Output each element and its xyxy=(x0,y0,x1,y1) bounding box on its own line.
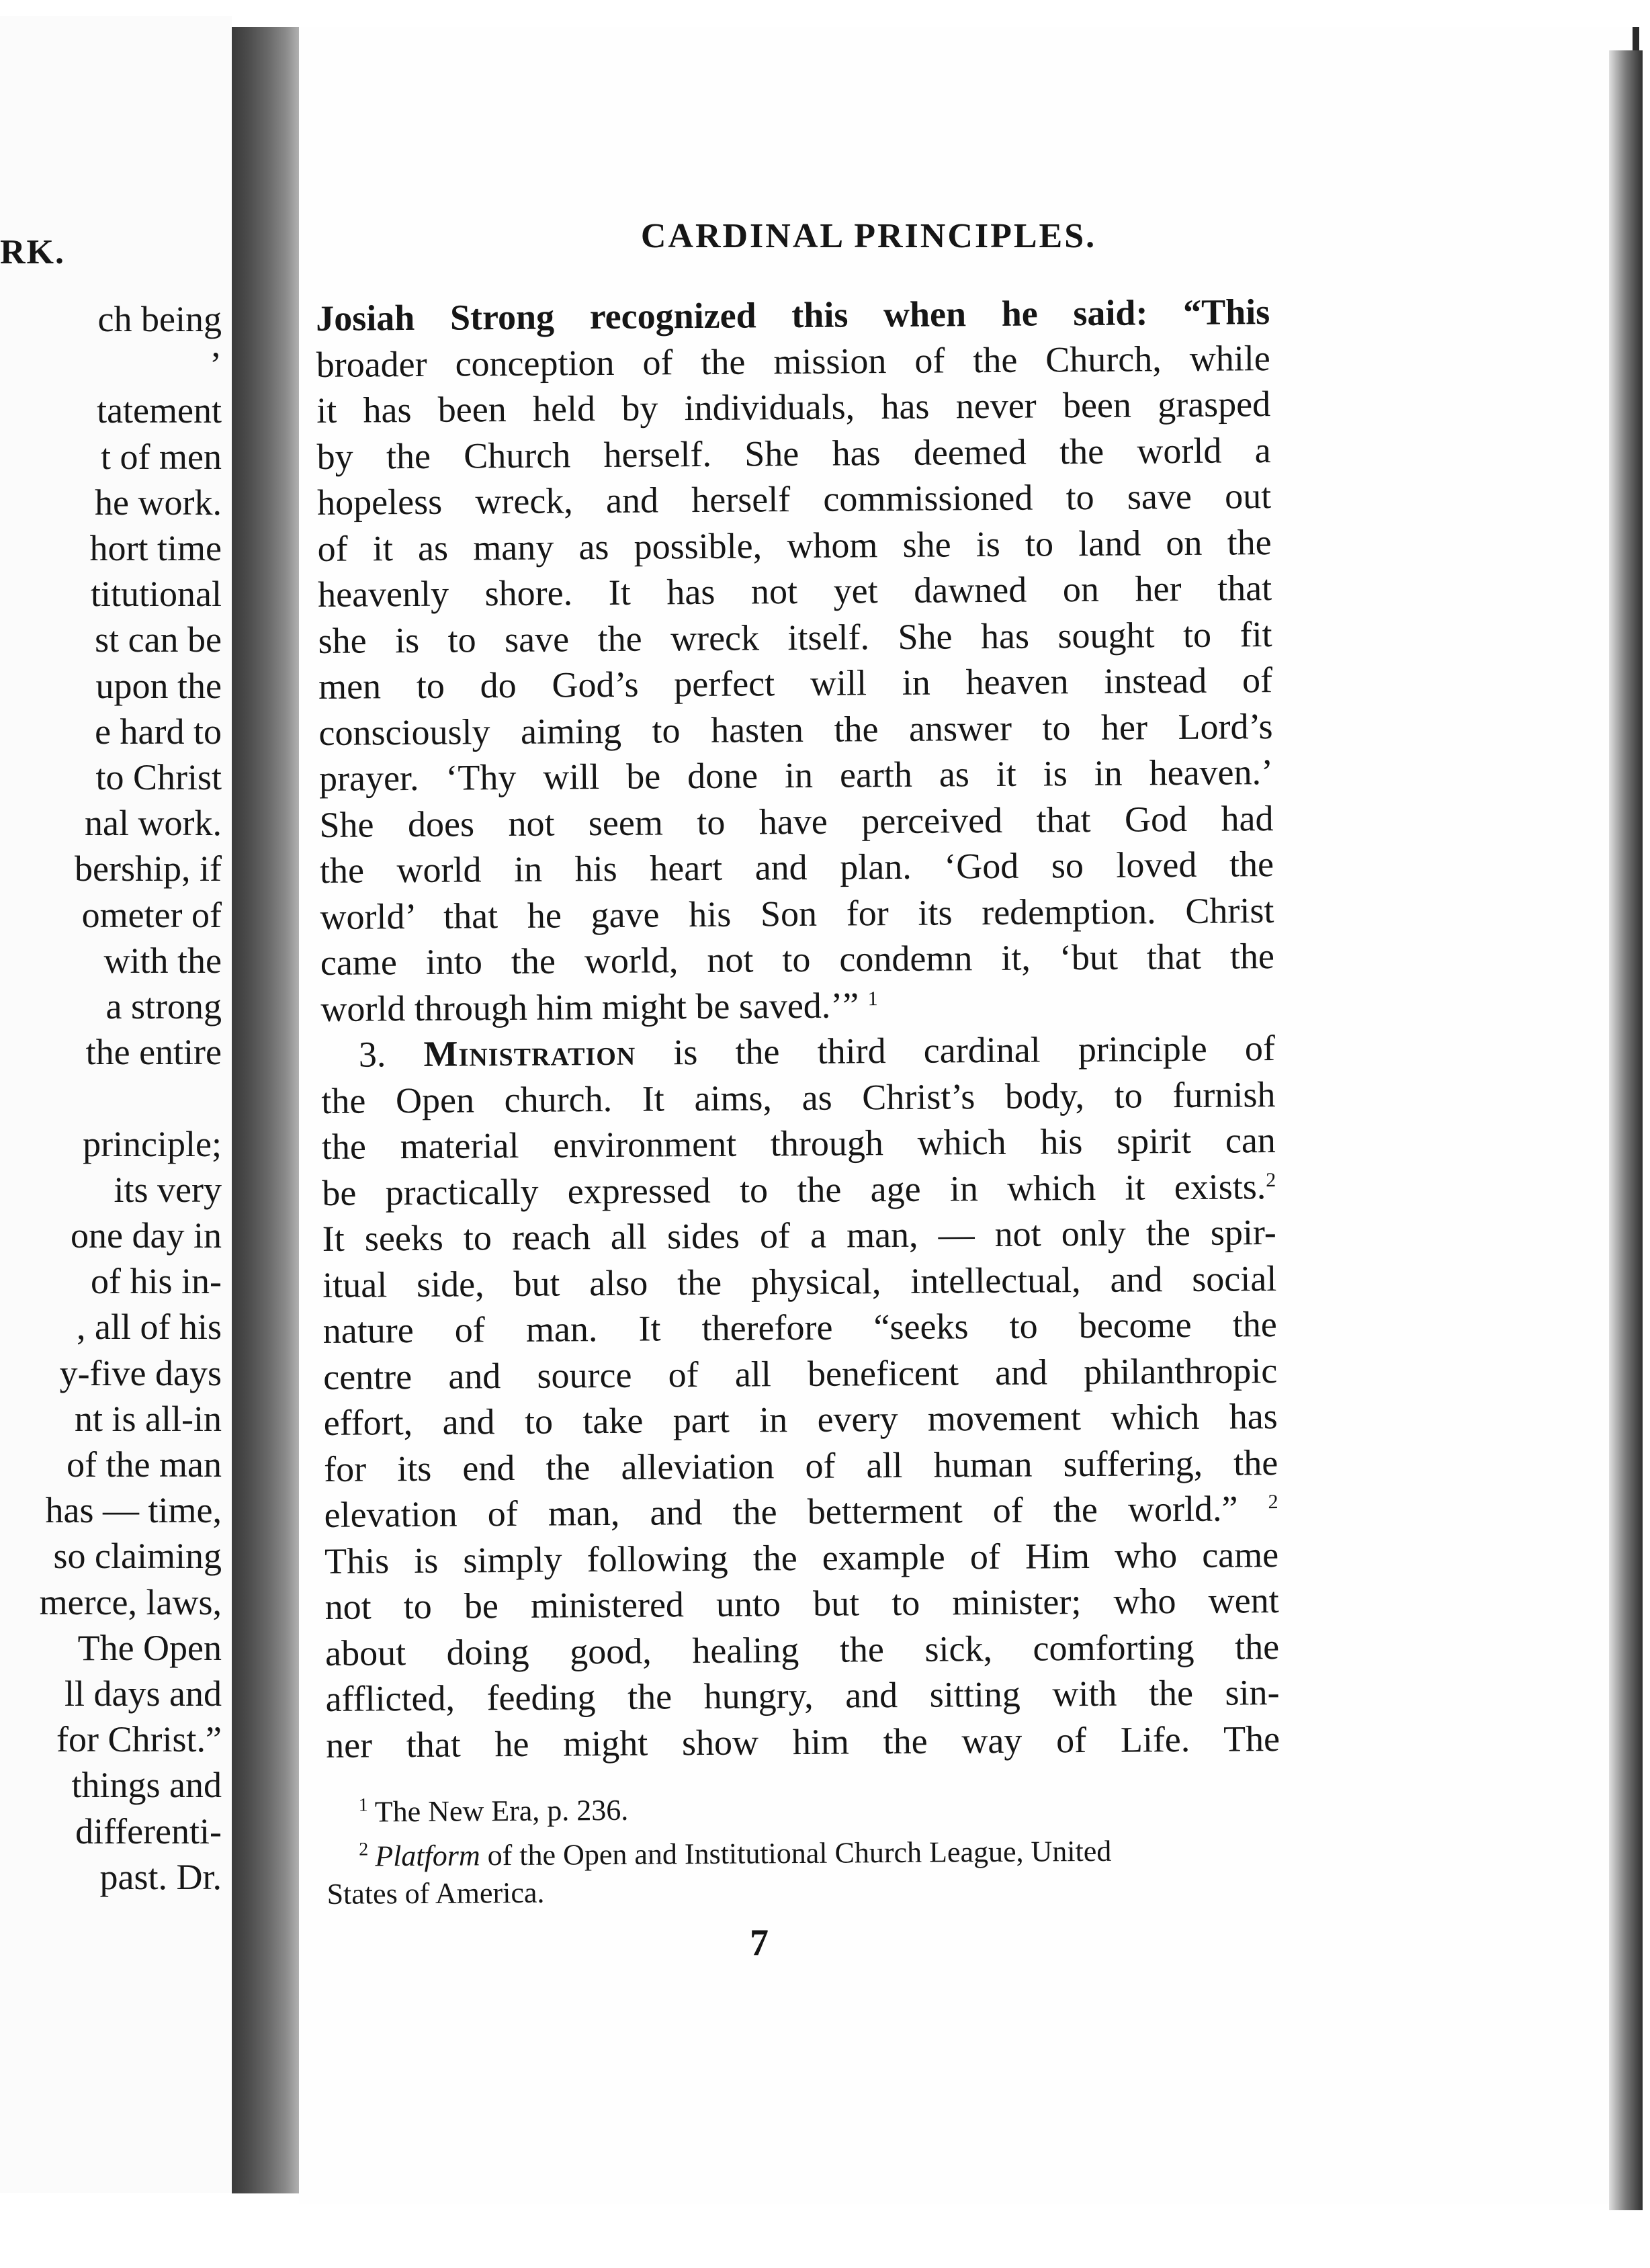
left-page-line: one day in xyxy=(71,1215,222,1256)
text-line: for its end the alleviation of all human suffering, the xyxy=(323,1442,1278,1489)
left-page-line: st can be xyxy=(95,619,222,660)
left-page-line: ’ xyxy=(210,345,222,386)
page-edge xyxy=(1609,50,1643,2210)
text-line: not to be ministered unto but to minister; who went xyxy=(324,1580,1279,1627)
left-page-line: has — time, xyxy=(45,1490,222,1531)
left-page-line: he work. xyxy=(95,482,222,523)
left-page-line: e hard to xyxy=(95,711,222,752)
text-line: heavenly shore. It has not yet dawned on her that xyxy=(317,568,1272,615)
left-page-line: past. Dr. xyxy=(99,1856,222,1897)
text-line: the material environment through which his spirit can xyxy=(321,1120,1276,1167)
text-line: the Open church. It aims, as Christ’s body, to furnish xyxy=(321,1074,1276,1121)
left-page-line: tatement xyxy=(97,390,222,431)
text-line: This is simply following the example of Him who came xyxy=(324,1534,1279,1581)
term-ministration: Ministration xyxy=(423,1032,636,1074)
left-page-line: y-five days xyxy=(59,1352,222,1393)
left-page-line: hort time xyxy=(89,528,222,568)
left-page-line: its very xyxy=(114,1169,222,1210)
left-page-line: titutional xyxy=(91,574,222,615)
left-page-line: upon the xyxy=(95,665,222,706)
footnote-ref: 2 xyxy=(1268,1491,1278,1514)
page-number: 7 xyxy=(750,1922,769,1964)
text-line: itual side, but also the physical, intellectual, and social xyxy=(322,1258,1277,1305)
left-page-line: The Open xyxy=(77,1627,222,1668)
text-line: hopeless wreck, and herself commissioned to save out xyxy=(316,476,1272,523)
left-page-line: things and xyxy=(71,1765,222,1806)
text-line: prayer. ‘Thy will be done in earth as it is in heaven.’ xyxy=(318,752,1274,799)
left-page-line: of his in- xyxy=(91,1261,222,1302)
body-text xyxy=(316,289,1281,1913)
text-line: world’ that he gave his Son for its redemption. Christ xyxy=(320,889,1274,937)
text-line: world through him might be saved.’” $^1$ xyxy=(320,984,878,1029)
text-line: centre and source of all beneficent and philanthropic xyxy=(323,1350,1278,1397)
footnote-ref: 2 xyxy=(1266,1168,1276,1191)
footnote-ref: 1 xyxy=(867,987,878,1010)
left-page-line: merce, laws, xyxy=(39,1581,222,1622)
text-line: nature of man. It therefore “seeks to become the xyxy=(322,1304,1277,1351)
left-page-line: principle; xyxy=(83,1123,222,1164)
text-line: It seeks to reach all sides of a man, — not only the spir- xyxy=(322,1212,1276,1259)
text-line: she is to save the wreck itself. She has sought to fit xyxy=(318,613,1272,661)
text-line: be practically expressed to the age in which it exists.$^2$ xyxy=(322,1166,1276,1213)
text-line: Josiah Strong recognized this when he said: “This xyxy=(316,292,1270,339)
text-line: afflicted, feeding the hungry, and sitting with the sin- xyxy=(325,1672,1280,1719)
footnote-2-continued: States of America. xyxy=(327,1876,545,1911)
text-line: She does not seem to have perceived that God had xyxy=(319,797,1274,845)
left-page-line: , all of his xyxy=(77,1307,222,1348)
running-head: CARDINAL PRINCIPLES. xyxy=(640,217,1097,255)
left-page-line: so claiming xyxy=(53,1536,222,1577)
left-page-line: of the man xyxy=(67,1444,222,1485)
text-line: about doing good, healing the sick, comforting the xyxy=(324,1626,1280,1673)
footnotes xyxy=(326,1780,1280,1913)
left-page-line: with the xyxy=(103,940,222,981)
left-page-line: t of men xyxy=(101,436,222,477)
left-page-line: ometer of xyxy=(81,894,222,935)
paragraph-start: 3. Ministration is the third cardinal principle of xyxy=(358,1028,1276,1075)
left-page-line: ll days and xyxy=(64,1673,222,1714)
text-line: consciously aiming to hasten the answer to her Lord’s xyxy=(318,705,1273,753)
book-gutter xyxy=(232,27,299,2193)
left-page-line: nal work. xyxy=(85,803,222,844)
left-running-head: RK. xyxy=(0,233,65,271)
left-page-line: nt is all-in xyxy=(75,1398,222,1439)
text-line: of it as many as possible, whom she is to land on the xyxy=(317,521,1272,569)
left-page-line: the entire xyxy=(85,1032,222,1073)
left-page-line: bership, if xyxy=(75,848,222,889)
left-page-line: differenti- xyxy=(75,1811,222,1851)
text-line: men to do God’s perfect will in heaven instead of xyxy=(318,660,1273,707)
text-line: it has been held by individuals, has never been grasped xyxy=(316,384,1271,431)
text-line: the world in his heart and plan. ‘God so loved the xyxy=(319,844,1274,891)
text-line: came into the world, not to condemn it, ‘but that the xyxy=(320,936,1275,983)
left-page-line: ch being xyxy=(97,299,222,339)
left-page-line: a strong xyxy=(105,986,222,1027)
left-page-fragment xyxy=(0,16,232,2193)
left-page-line: for Christ.” xyxy=(56,1719,222,1760)
footnote-2: $^2$ Platform of the Open and Institutional Church League, United xyxy=(359,1834,1112,1873)
text-line: by the Church herself. She has deemed the world a xyxy=(316,429,1271,477)
text-line: ner that he might show him the way of Life. The xyxy=(325,1718,1280,1765)
text-line: broader conception of the mission of the Church, while xyxy=(316,337,1270,385)
left-page-line: to Christ xyxy=(95,757,222,797)
text-line: effort, and to take part in every movement which has xyxy=(323,1396,1278,1443)
text-line: elevation of man, and the betterment of the world.” $^2$ xyxy=(324,1488,1278,1535)
footnote-1: $^1$ The New Era, p. 236. xyxy=(358,1793,629,1829)
